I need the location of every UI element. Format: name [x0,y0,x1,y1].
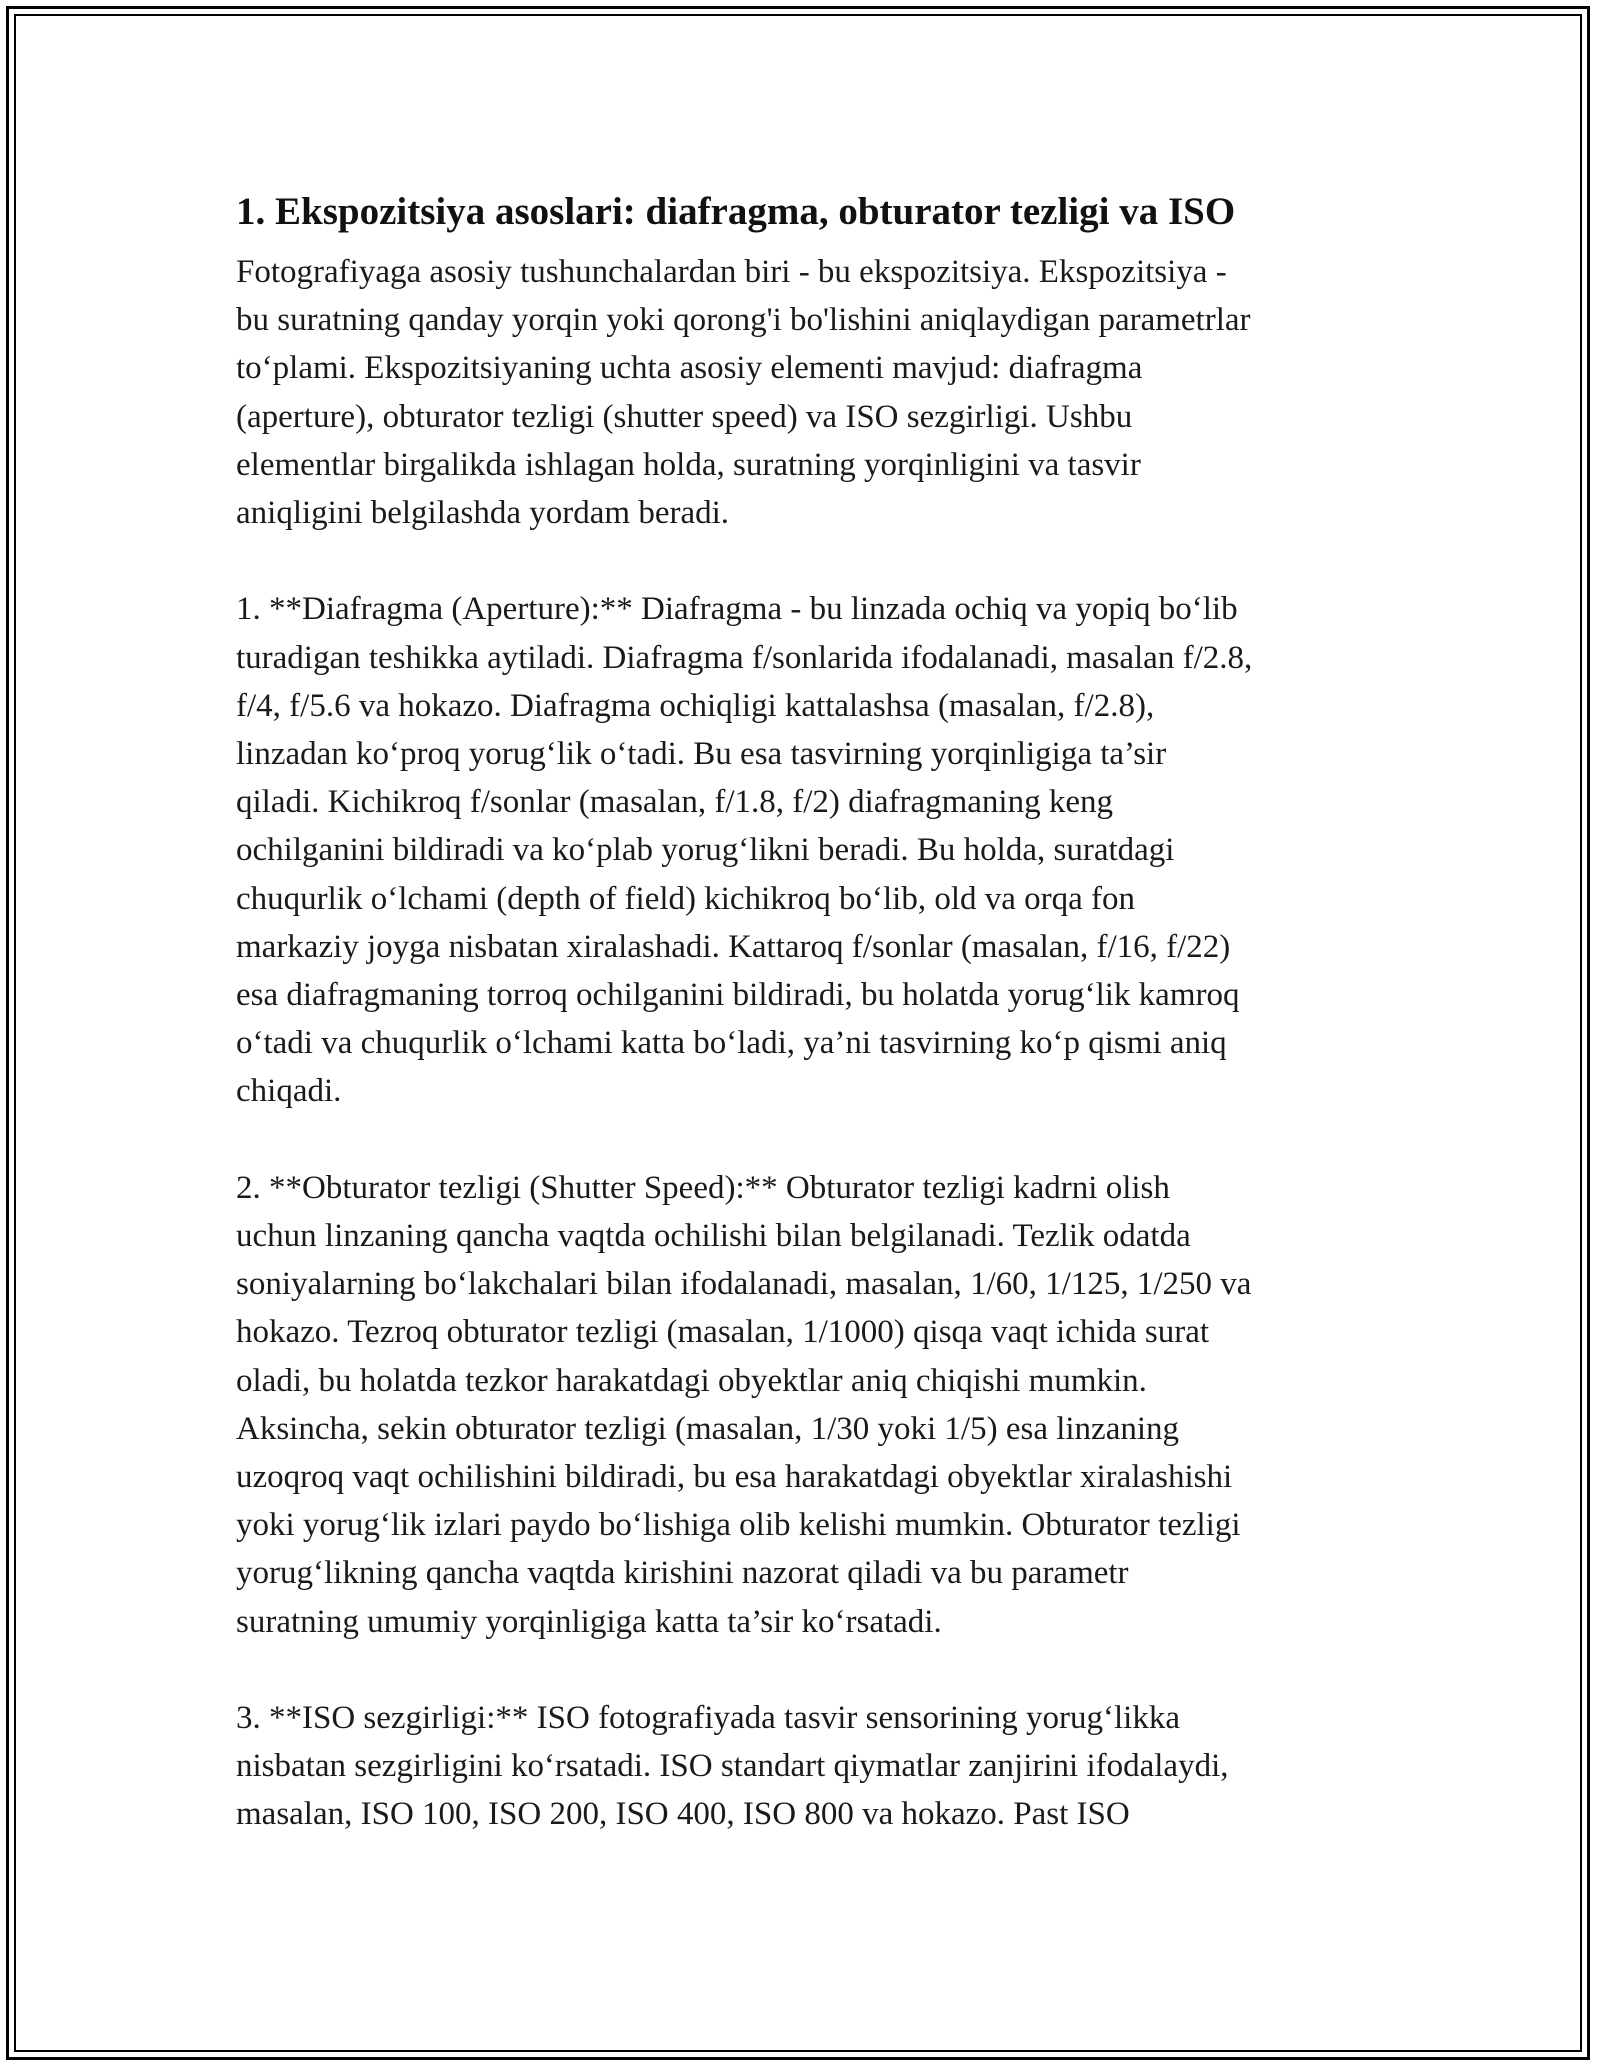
text-line: yorug‘likning qancha vaqtda kirishini nazorat qiladi va bu parametr [236,1555,1129,1592]
text-line: Aksincha, sekin obturator tezligi (masalan, 1/30 yoki 1/5) esa linzaning [236,1410,1180,1447]
document-body [236,186,1376,1887]
text-line: f/4, f/5.6 va hokazo. Diafragma ochiqligi kattalashsa (masalan, f/2.8), [236,687,1155,724]
text-line: hokazo. Tezroq obturator tezligi (masalan, 1/1000) qisqa vaqt ichida surat [236,1314,1210,1351]
text-line: bu suratning qanday yorqin yoki qorong'i bo'lishini aniqlaydigan parametrlar [236,302,1251,339]
text-line: o‘tadi va chuqurlik o‘lchami katta bo‘ladi, ya’ni tasvirning ko‘p qismi aniq [236,1025,1227,1062]
text-line: linzadan ko‘proq yorug‘lik o‘tadi. Bu esa tasvirning yorqinligiga ta’sir [236,736,1167,773]
paragraph-iso [236,1694,1376,1839]
text-line: qiladi. Kichikroq f/sonlar (masalan, f/1.8, f/2) diafragmaning keng [236,784,1113,821]
paragraph-aperture [236,585,1376,1115]
text-line: chuqurlik o‘lchami (depth of field) kichikroq bo‘lib, old va orqa fon [236,880,1136,917]
text-line: markaziy joyga nisbatan xiralashadi. Kattaroq f/sonlar (masalan, f/16, f/22) [236,928,1231,965]
text-line: uzoqroq vaqt ochilishini bildiradi, bu esa harakatdagi obyektlar xiralashishi [236,1459,1233,1496]
text-line: soniyalarning bo‘lakchalari bilan ifodalanadi, masalan, 1/60, 1/125, 1/250 va [236,1266,1252,1303]
text-line: (aperture), obturator tezligi (shutter speed) va ISO sezgirligi. Ushbu [236,398,1133,435]
document-title: 1. Ekspozitsiya asoslari: diafragma, obturator tezligi va ISO [236,190,1236,233]
text-line: to‘plami. Ekspozitsiyaning uchta asosiy elementi mavjud: diafragma [236,350,1143,387]
text-line: yoki yorug‘lik izlari paydo bo‘lishiga olib kelishi mumkin. Obturator tezligi [236,1507,1241,1544]
text-line: chiqadi. [236,1073,342,1110]
paragraph-shutter-speed [236,1164,1376,1646]
text-line: masalan, ISO 100, ISO 200, ISO 400, ISO 800 va hokazo. Past ISO [236,1796,1130,1833]
text-line: esa diafragmaning torroq ochilganini bildiradi, bu holatda yorug‘lik kamroq [236,977,1240,1014]
text-line: Fotografiyaga asosiy tushunchalardan biri - bu ekspozitsiya. Ekspozitsiya - [236,254,1227,290]
text-line: 2. **Obturator tezligi (Shutter Speed):** Obturator tezligi kadrni olish [236,1169,1170,1206]
text-line: 3. **ISO sezgirligi:** ISO fotografiyada tasvir sensorining yorug‘likka [236,1700,1180,1737]
text-line: nisbatan sezgirligini ko‘rsatadi. ISO standart qiymatlar zanjirini ifodalaydi, [236,1748,1229,1785]
text-line: aniqligini belgilashda yordam beradi. [236,495,730,532]
text-line: turadigan teshikka aytiladi. Diafragma f/sonlarida ifodalanadi, masalan f/2.8, [236,639,1253,676]
paragraph-intro [236,248,1376,537]
text-line: uchun linzaning qancha vaqtda ochilishi bilan belgilanadi. Tezlik odatda [236,1218,1191,1255]
text-line: suratning umumiy yorqinligiga katta ta’sir ko‘rsatadi. [236,1603,942,1640]
text-line: oladi, bu holatda tezkor harakatdagi obyektlar aniq chiqishi mumkin. [236,1362,1147,1399]
text-line: 1. **Diafragma (Aperture):** Diafragma - bu linzada ochiq va yopiq bo‘lib [236,591,1238,628]
text-line: elementlar birgalikda ishlagan holda, suratning yorqinligini va tasvir [236,446,1141,483]
text-line: ochilganini bildiradi va ko‘plab yorug‘likni beradi. Bu holda, suratdagi [236,832,1175,869]
